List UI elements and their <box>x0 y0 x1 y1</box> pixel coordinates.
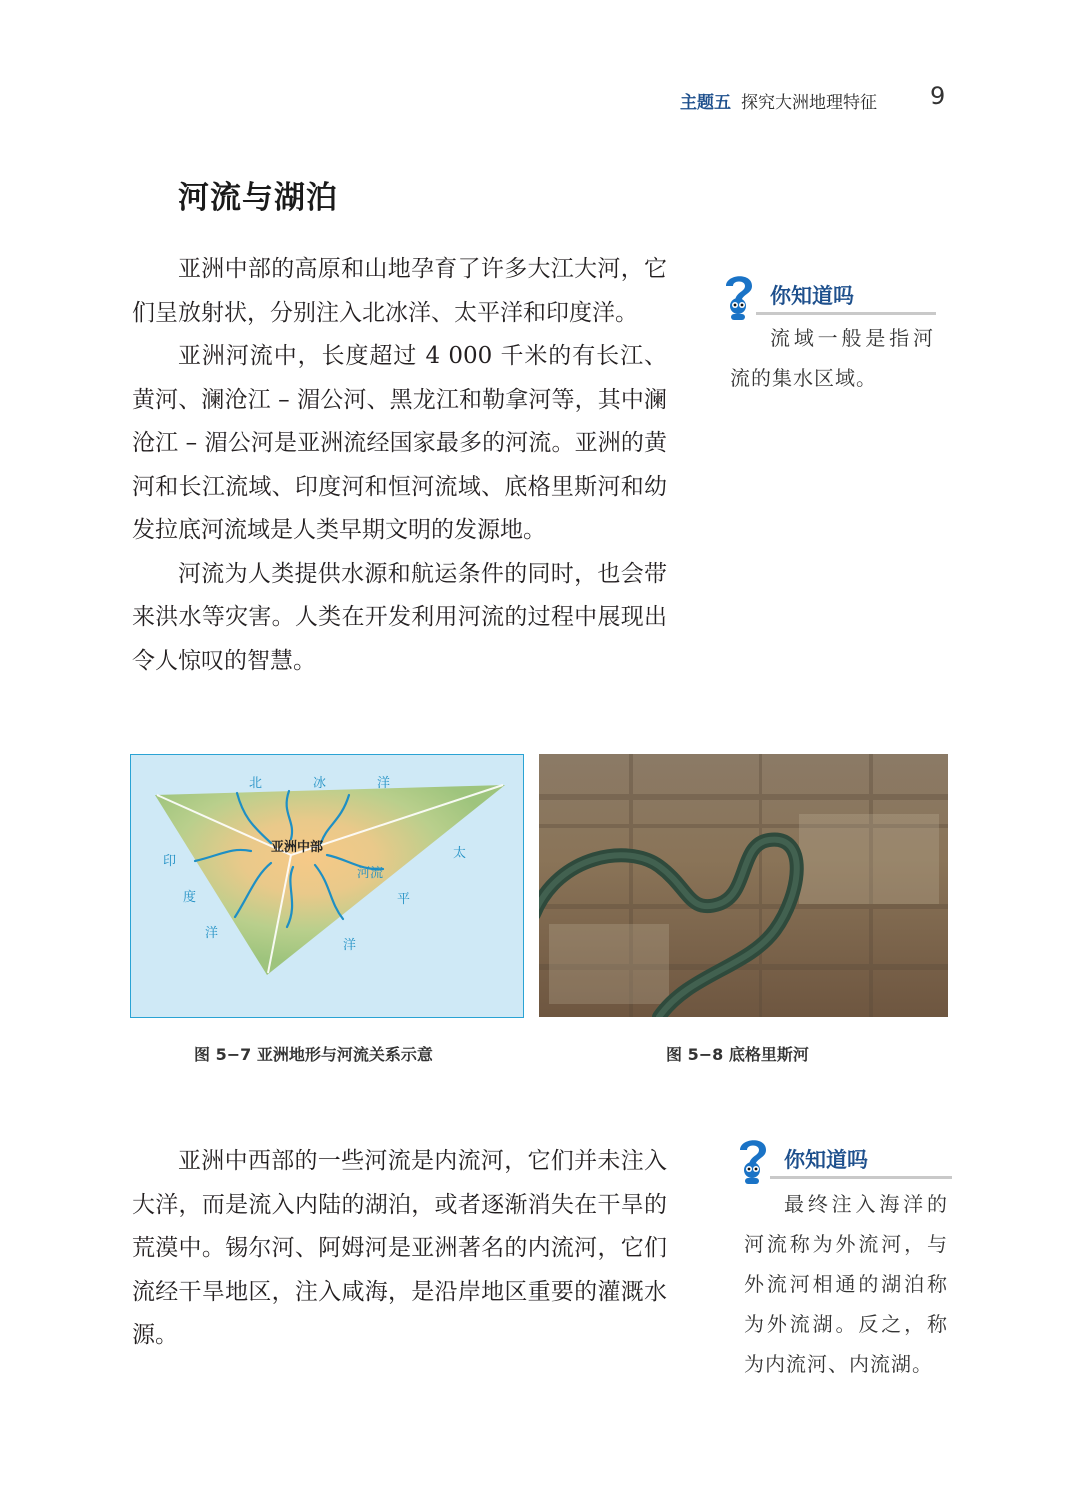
map-label: 冰 <box>313 776 327 791</box>
paragraph: 亚洲河流中，长度超过 4 000 千米的有长江、黄河、澜沧江 – 湄公河、黑龙江和勒拿河等，其中澜沧江 – 湄公河是亚洲流经国家最多的河流。亚洲的黄河和长江流域、印度河和恒河流域、底格里斯河和幼发拉底河流域是人类早期文明的发源地。 <box>132 343 667 543</box>
page-number: 9 <box>930 82 946 110</box>
section-title: 河流与湖泊 <box>178 180 338 216</box>
divider <box>756 312 936 315</box>
did-you-know-heading: 你知道吗 <box>784 1148 868 1172</box>
map-label: 太 <box>453 846 467 861</box>
paragraph: 亚洲中部的高原和山地孕育了许多大江大河，它们呈放射状，分别注入北冰洋、太平洋和印度洋。 <box>132 256 667 326</box>
paragraph: 亚洲中西部的一些河流是内流河，它们并未注入大洋，而是流入内陆的湖泊，或者逐渐消失在干旱的荒漠中。锡尔河、阿姆河是亚洲著名的内流河，它们流经干旱地区，注入咸海，是沿岸地区重要的灌溉水源。 <box>132 1148 667 1348</box>
map-label: 洋 <box>377 776 391 791</box>
running-header <box>680 88 877 113</box>
divider <box>770 1176 952 1179</box>
map-label: 洋 <box>343 938 357 953</box>
did-you-know-paragraph: 流域一般是指河流的集水区域。 <box>730 326 934 390</box>
aerial-photo <box>539 754 948 1017</box>
map-label: 北 <box>249 776 263 791</box>
did-you-know-text <box>730 318 934 398</box>
asia-terrain-diagram <box>131 755 523 1017</box>
topic-label: 主题五 <box>680 93 731 113</box>
terrain-triangle <box>155 785 505 975</box>
river-label: 河流 <box>357 866 384 881</box>
map-label: 度 <box>183 890 197 905</box>
did-you-know-text <box>744 1184 948 1384</box>
figure-caption: 图 5−7 亚洲地形与河流关系示意 <box>194 1045 433 1064</box>
body-text-top <box>132 248 667 683</box>
figure-asia-terrain-rivers <box>130 754 524 1018</box>
map-label: 洋 <box>205 926 219 941</box>
paragraph: 河流为人类提供水源和航运条件的同时，也会带来洪水等灾害。人类在开发利用河流的过程中展现出令人惊叹的智慧。 <box>132 560 667 674</box>
figure-caption: 图 5−8 底格里斯河 <box>666 1045 809 1064</box>
did-you-know-paragraph: 最终注入海洋的河流称为外流河，与外流河相通的湖泊称为外流湖。反之，称为内流河、内流湖。 <box>744 1192 948 1376</box>
chapter-title: 探究大洲地理特征 <box>741 93 877 113</box>
map-label: 平 <box>397 892 411 907</box>
center-label: 亚洲中部 <box>271 840 324 855</box>
body-text-bottom <box>132 1140 667 1358</box>
did-you-know-heading: 你知道吗 <box>770 284 854 308</box>
map-label: 印 <box>163 854 177 869</box>
figure-tigris-photo <box>539 754 948 1017</box>
